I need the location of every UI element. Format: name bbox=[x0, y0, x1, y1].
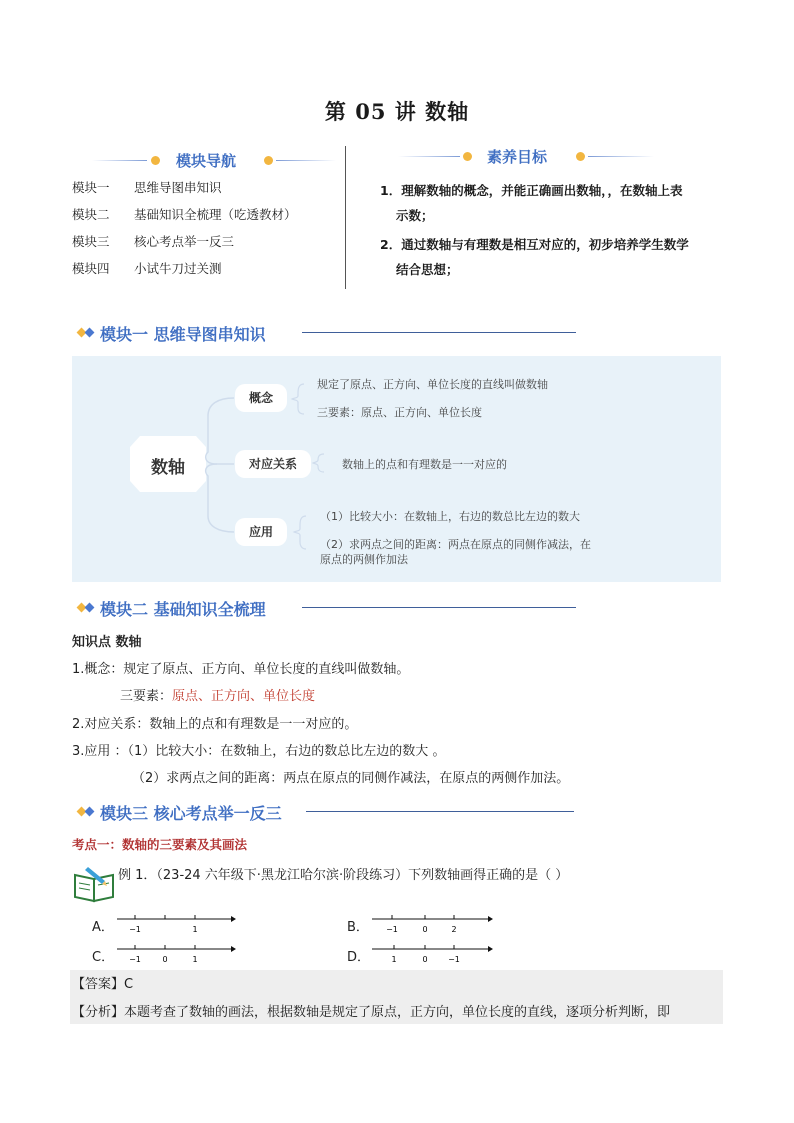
goal-item-2 bbox=[380, 232, 730, 282]
tick-label: −1 bbox=[129, 925, 141, 934]
knowledge-label: 三要素： bbox=[120, 689, 173, 704]
nav-item-4[interactable] bbox=[72, 259, 222, 277]
goal-dot-left bbox=[463, 152, 472, 161]
option-d-label[interactable]: D． bbox=[347, 950, 371, 965]
section-bullet-icon bbox=[85, 807, 95, 817]
mind-map-leaf: 三要素：原点、正方向、单位长度 bbox=[317, 406, 482, 419]
mind-map-leaf: （2）求两点之间的距离：两点在原点的同侧作减法，在 bbox=[320, 538, 591, 551]
column-divider bbox=[345, 146, 346, 289]
goal-item-1 bbox=[380, 178, 730, 228]
mind-map-leaf: 原点的两侧作加法 bbox=[320, 553, 408, 566]
goal-dot-right bbox=[576, 152, 585, 161]
nav-item-1[interactable] bbox=[72, 178, 222, 196]
mind-map-branch-correspondence: 对应关系 bbox=[235, 450, 311, 478]
analysis-text: 【分析】本题考查了数轴的画法，根据数轴是规定了原点，正方向，单位长度的直线，逐项分析判断，即 bbox=[72, 1005, 671, 1020]
knowledge-line: 3.应用 ：（1）比较大小：在数轴上，右边的数总比左边的数大 。 bbox=[72, 744, 446, 759]
exam-point-title: 考点一：数轴的三要素及其画法 bbox=[72, 837, 248, 852]
nav-heading: 模块导航 bbox=[176, 152, 237, 170]
goal-text-cont: 示数； bbox=[396, 208, 434, 223]
nav-dot-right bbox=[264, 156, 273, 165]
notebook-icon bbox=[72, 863, 118, 903]
tick-label: 2 bbox=[451, 925, 457, 934]
nav-item-key: 模块一 bbox=[72, 180, 110, 195]
nav-item-text: 思维导图串知识 bbox=[134, 180, 222, 195]
tick-label: 0 bbox=[162, 955, 168, 964]
knowledge-point-title: 知识点 数轴 bbox=[72, 635, 142, 650]
nav-item-text: 基础知识全梳理（吃透教材） bbox=[134, 207, 297, 222]
mind-map-root: 数轴 bbox=[151, 458, 185, 478]
knowledge-line: （2）求两点之间的距离：两点在原点的同侧作减法，在原点的两侧作加法。 bbox=[132, 771, 570, 786]
nav-item-key: 模块三 bbox=[72, 234, 110, 249]
nav-item-key: 模块四 bbox=[72, 261, 110, 276]
knowledge-line: 2.对应关系：数轴上的点和有理数是一一对应的。 bbox=[72, 717, 358, 732]
goal-divider-left bbox=[398, 156, 460, 157]
answer-panel bbox=[70, 970, 723, 1024]
section-bullet-icon bbox=[85, 603, 95, 613]
tick-label: 0 bbox=[422, 925, 428, 934]
option-b-number-line[interactable] bbox=[370, 910, 494, 936]
goal-text: 理解数轴的概念，并能正确画出数轴，，在数轴上表 bbox=[401, 183, 683, 198]
tick-label: −1 bbox=[129, 955, 141, 964]
option-c-number-line[interactable] bbox=[115, 940, 237, 966]
mind-map-leaf: 规定了原点、正方向、单位长度的直线叫做数轴 bbox=[317, 378, 548, 391]
section-bullet-icon bbox=[85, 328, 95, 338]
option-a-number-line[interactable] bbox=[115, 910, 237, 936]
section-rule-2 bbox=[302, 607, 576, 608]
mind-map-branch-concept: 概念 bbox=[235, 384, 287, 412]
section-title-3: 模块三 核心考点举一反三 bbox=[100, 804, 282, 823]
goal-num: 1． bbox=[380, 183, 402, 198]
goal-divider-right bbox=[588, 156, 654, 157]
goal-text: 通过数轴与有理数是相互对应的，初步培养学生数学 bbox=[401, 237, 689, 252]
tick-label: 1 bbox=[391, 955, 397, 964]
nav-item-3[interactable] bbox=[72, 232, 234, 250]
answer-text: 【答案】C bbox=[72, 977, 134, 992]
tick-label: 1 bbox=[192, 925, 198, 934]
section-rule-1 bbox=[302, 332, 576, 333]
tick-label: −1 bbox=[386, 925, 398, 934]
page-title: 第 05 讲 数轴 bbox=[324, 99, 470, 124]
nav-item-key: 模块二 bbox=[72, 207, 110, 222]
goal-num: 2． bbox=[380, 237, 402, 252]
knowledge-line: 1.概念：规定了原点、正方向、单位长度的直线叫做数轴。 bbox=[72, 662, 410, 677]
mind-map bbox=[72, 356, 721, 582]
goal-heading: 素养目标 bbox=[487, 148, 548, 166]
goal-text-cont: 结合思想； bbox=[396, 262, 459, 277]
mind-map-branch-application: 应用 bbox=[235, 518, 287, 546]
option-b-label[interactable]: B． bbox=[347, 920, 369, 935]
example-question: 例 1．（23-24 六年级下·黑龙江哈尔滨·阶段练习）下列数轴画得正确的是（ ） bbox=[118, 868, 569, 883]
option-c-label[interactable]: C． bbox=[92, 950, 115, 965]
option-d-number-line[interactable] bbox=[370, 940, 494, 966]
mind-map-leaf: （1）比较大小：在数轴上，右边的数总比左边的数大 bbox=[320, 510, 580, 523]
option-a-label[interactable]: A． bbox=[92, 920, 114, 935]
nav-divider-left bbox=[92, 160, 147, 161]
knowledge-highlight: 原点、正方向、单位长度 bbox=[172, 689, 316, 704]
nav-item-text: 小试牛刀过关测 bbox=[134, 261, 222, 276]
tick-label: 0 bbox=[422, 955, 428, 964]
nav-divider-right bbox=[276, 160, 336, 161]
nav-dot-left bbox=[151, 156, 160, 165]
knowledge-line bbox=[120, 685, 315, 704]
nav-item-text: 核心考点举一反三 bbox=[134, 234, 235, 249]
section-title-2: 模块二 基础知识全梳理 bbox=[100, 600, 266, 619]
mind-map-leaf: 数轴上的点和有理数是一一对应的 bbox=[342, 458, 507, 471]
tick-label: −1 bbox=[448, 955, 460, 964]
nav-item-2[interactable] bbox=[72, 205, 297, 223]
section-rule-3 bbox=[306, 811, 574, 812]
section-title-1: 模块一 思维导图串知识 bbox=[100, 325, 266, 344]
tick-label: 1 bbox=[192, 955, 198, 964]
